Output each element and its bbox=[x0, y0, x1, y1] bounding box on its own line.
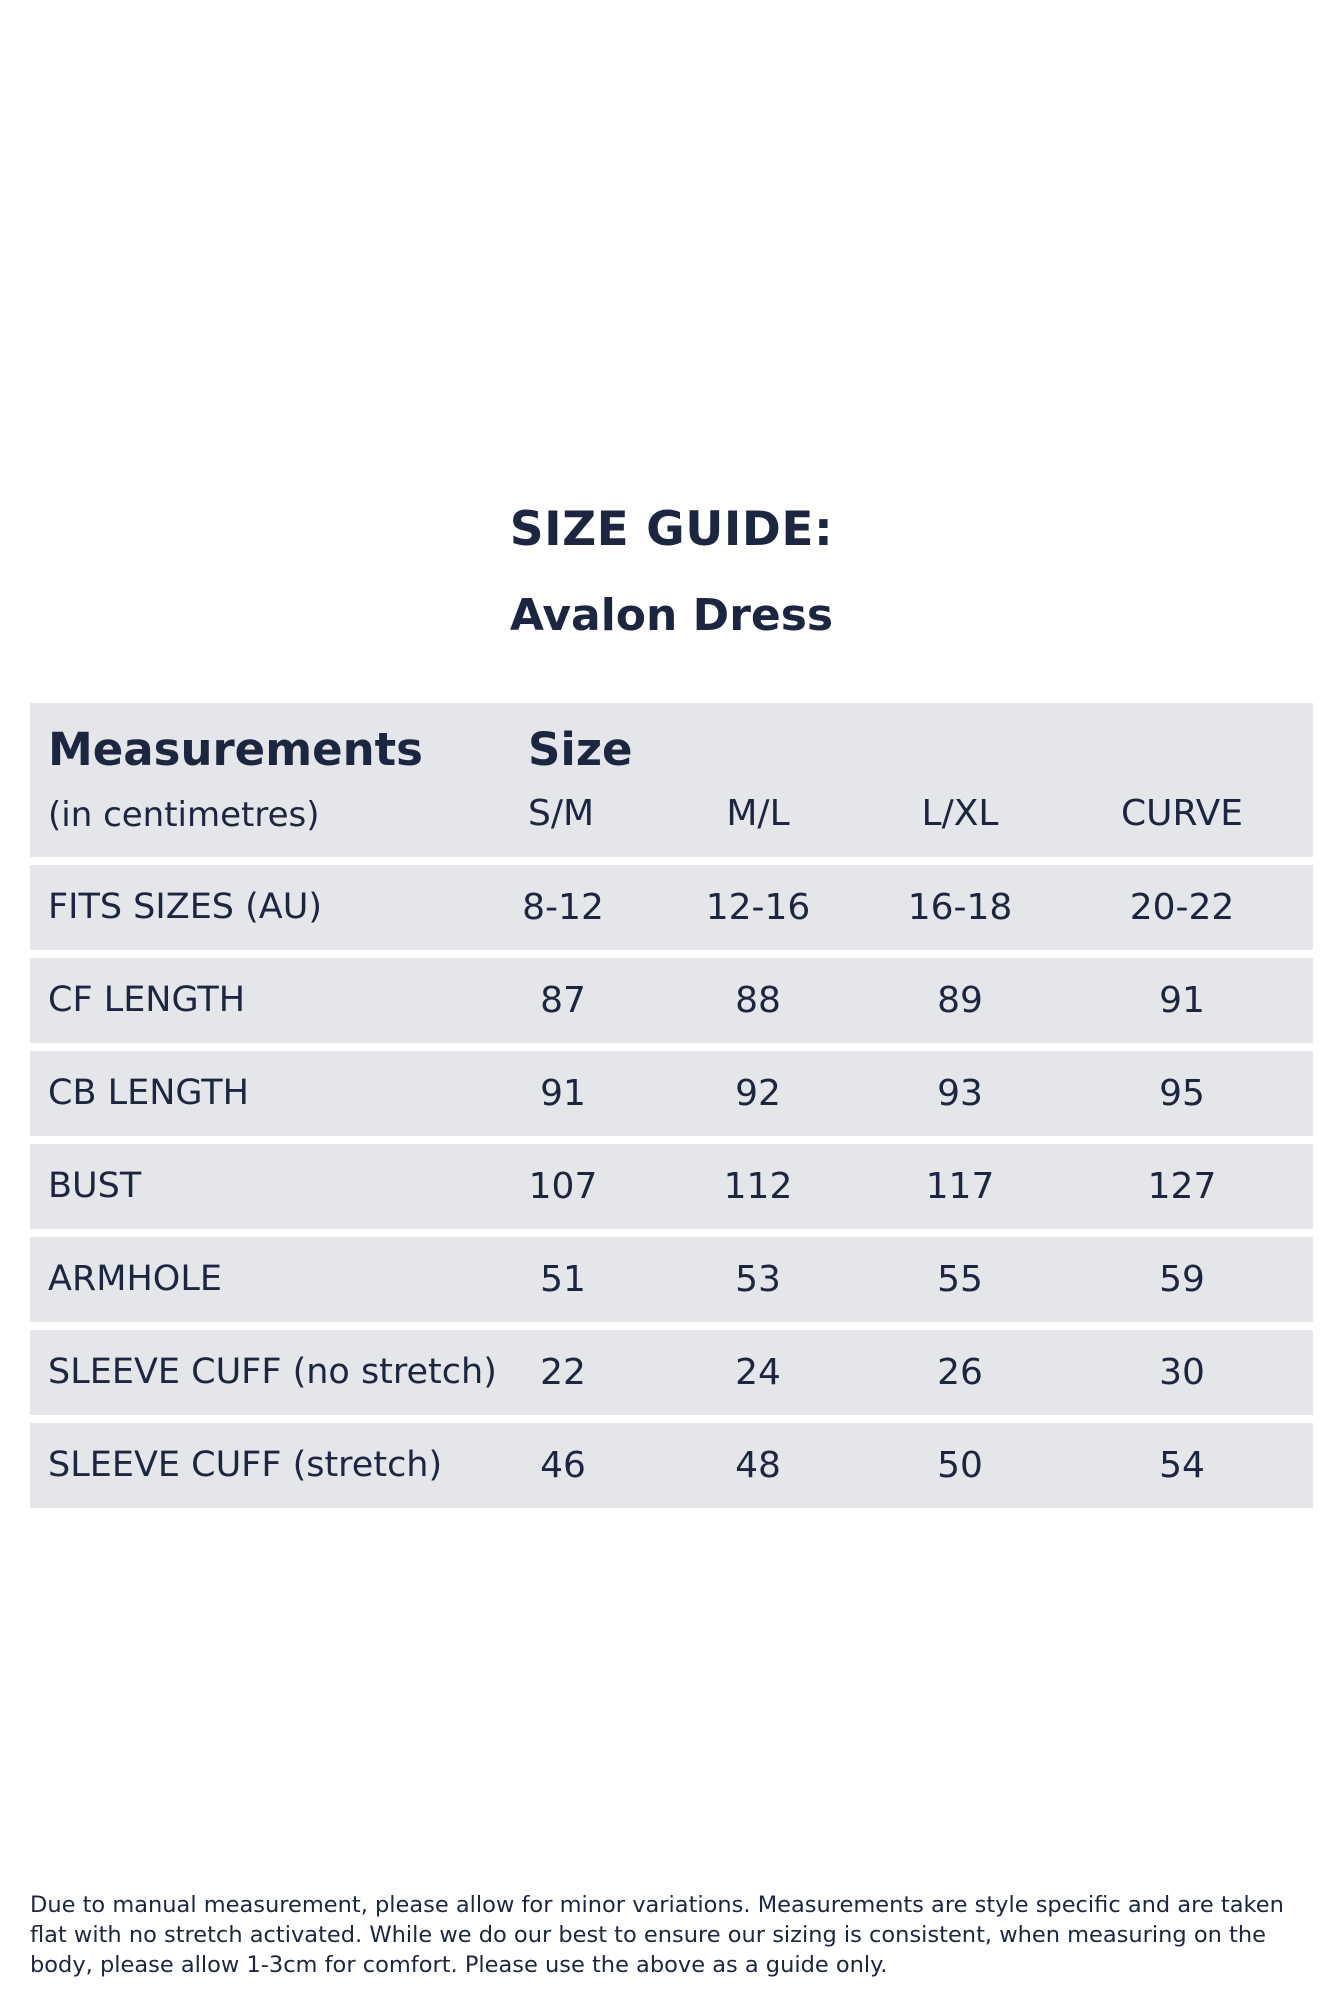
row-label: ARMHOLE bbox=[48, 1259, 222, 1299]
table-cell: 51 bbox=[540, 1259, 586, 1300]
column-header-l-xl: L/XL bbox=[921, 793, 999, 834]
column-header-curve: CURVE bbox=[1121, 793, 1243, 834]
product-name: Avalon Dress bbox=[509, 590, 834, 641]
table-cell: 53 bbox=[735, 1259, 781, 1300]
page-title: SIZE GUIDE: bbox=[509, 502, 834, 557]
table-cell: 46 bbox=[540, 1445, 586, 1486]
table-cell: 24 bbox=[735, 1352, 781, 1393]
table-row bbox=[30, 1423, 1313, 1508]
table-cell: 54 bbox=[1159, 1445, 1205, 1486]
table-cell: 93 bbox=[937, 1073, 983, 1114]
table-cell: 117 bbox=[925, 1166, 995, 1207]
table-cell: 55 bbox=[937, 1259, 983, 1300]
table-cell: 48 bbox=[735, 1445, 781, 1486]
table-cell: 89 bbox=[937, 980, 983, 1021]
row-label: SLEEVE CUFF (stretch) bbox=[48, 1445, 443, 1485]
table-row bbox=[30, 1144, 1313, 1229]
table-row bbox=[30, 865, 1313, 950]
table-cell: 107 bbox=[528, 1166, 598, 1207]
row-label: CB LENGTH bbox=[48, 1073, 249, 1113]
table-row bbox=[30, 1330, 1313, 1415]
table-cell: 59 bbox=[1159, 1259, 1205, 1300]
table-cell: 88 bbox=[735, 980, 781, 1021]
table-cell: 87 bbox=[540, 980, 586, 1021]
table-cell: 16-18 bbox=[907, 887, 1013, 928]
table-cell: 112 bbox=[723, 1166, 793, 1207]
unit-label: (in centimetres) bbox=[48, 795, 320, 835]
table-cell: 26 bbox=[937, 1352, 983, 1393]
row-label: CF LENGTH bbox=[48, 980, 246, 1020]
table-cell: 30 bbox=[1159, 1352, 1205, 1393]
table-row bbox=[30, 1051, 1313, 1136]
table-cell: 20-22 bbox=[1129, 887, 1235, 928]
table-cell: 127 bbox=[1147, 1166, 1217, 1207]
table-cell: 95 bbox=[1159, 1073, 1205, 1114]
measurements-heading: Measurements bbox=[48, 723, 423, 776]
table-cell: 92 bbox=[735, 1073, 781, 1114]
table-cell: 91 bbox=[540, 1073, 586, 1114]
row-label: BUST bbox=[48, 1166, 142, 1206]
size-guide-table bbox=[30, 703, 1313, 1516]
table-row bbox=[30, 958, 1313, 1043]
disclaimer-text: Due to manual measurement, please allow for minor variations. Measurements are style specific and are taken flat with no stretch activated. While we do our best to ensure our sizing is consistent, when measuring on the body, please allow 1-3cm for comfort. Please use the above as a guide only. bbox=[30, 1892, 1284, 1978]
table-cell: 8-12 bbox=[522, 887, 604, 928]
table-cell: 91 bbox=[1159, 980, 1205, 1021]
table-row bbox=[30, 1237, 1313, 1322]
table-cell: 22 bbox=[540, 1352, 586, 1393]
table-cell: 50 bbox=[937, 1445, 983, 1486]
size-heading: Size bbox=[528, 723, 633, 776]
table-header-row bbox=[30, 703, 1313, 857]
row-label: SLEEVE CUFF (no stretch) bbox=[48, 1352, 497, 1392]
table-cell: 12-16 bbox=[705, 887, 811, 928]
column-header-s-m: S/M bbox=[528, 793, 595, 834]
row-label: FITS SIZES (AU) bbox=[48, 887, 323, 927]
column-header-m-l: M/L bbox=[726, 793, 790, 834]
